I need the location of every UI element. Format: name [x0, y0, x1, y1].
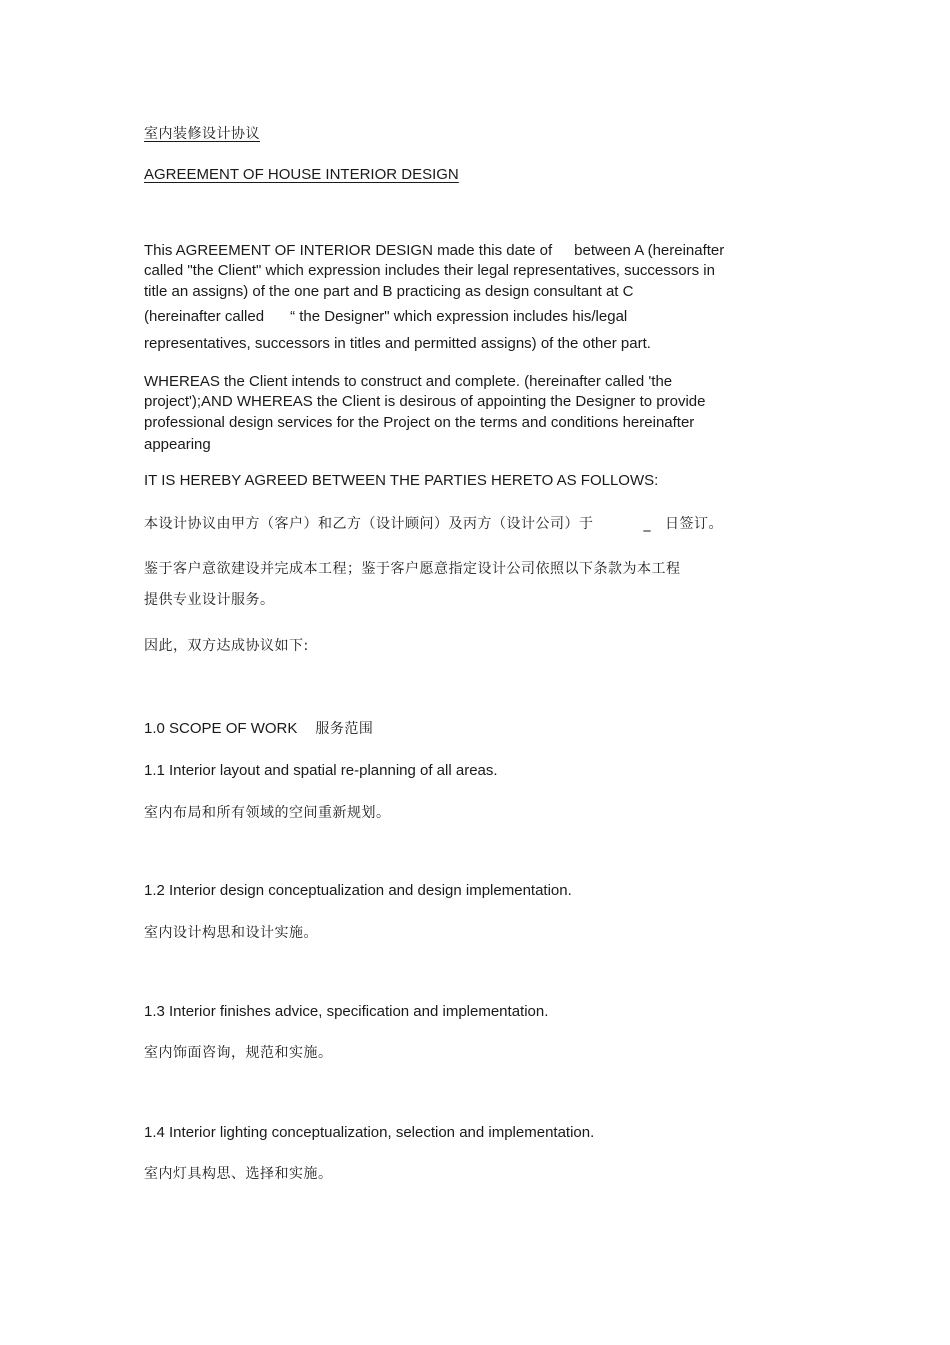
cn-whereas-line-2: 提供专业设计服务。: [144, 592, 275, 608]
scope-item-1-en: 1.1 Interior layout and spatial re-planning of all areas.: [144, 762, 498, 779]
intro-line-1a: This AGREEMENT OF INTERIOR DESIGN made this date of: [144, 242, 553, 259]
cn-intro-line: [144, 514, 723, 535]
intro-line-1: [144, 240, 724, 261]
intro-line-4b: “ the Designer" which expression includes his/legal: [290, 308, 628, 325]
cn-agreed-line: 因此，双方达成协议如下:: [144, 638, 309, 654]
scope-item-4-en: 1.4 Interior lighting conceptualization, selection and implementation.: [144, 1124, 595, 1141]
scope-heading-cn: 服务范围: [315, 721, 374, 737]
cn-whereas-line-1: 鉴于客户意欲建设并完成本工程；鉴于客户愿意指定设计公司依照以下条款为本工程: [144, 561, 681, 577]
cn-intro-a: 本设计协议由甲方（客户）和乙方（设计顾问）及丙方（设计公司）于: [144, 516, 594, 532]
whereas-line-3: professional design services for the Project on the terms and conditions hereinafter: [144, 414, 695, 431]
scope-heading-en: 1.0 SCOPE OF WORK: [144, 720, 298, 737]
intro-line-4: [144, 306, 627, 327]
agreed-heading: IT IS HEREBY AGREED BETWEEN THE PARTIES HERETO AS FOLLOWS:: [144, 472, 659, 489]
intro-line-5: representatives, successors in titles and permitted assigns) of the other part.: [144, 335, 651, 352]
intro-line-1b: between A (hereinafter: [574, 242, 725, 259]
title-english: AGREEMENT OF HOUSE INTERIOR DESIGN: [144, 166, 459, 183]
intro-line-3: title an assigns) of the one part and B practicing as design consultant at C: [144, 283, 634, 300]
scope-item-2-cn: 室内设计构思和设计实施。: [144, 925, 318, 941]
intro-line-2: called "the Client" which expression includes their legal representatives, successors in: [144, 262, 715, 279]
whereas-line-1: WHEREAS the Client intends to construct and complete. (hereinafter called 'the: [144, 373, 673, 390]
scope-item-1-cn: 室内布局和所有领域的空间重新规划。: [144, 805, 391, 821]
scope-item-3-cn: 室内饰面咨询，规范和实施。: [144, 1045, 333, 1061]
scope-item-2-en: 1.2 Interior design conceptualization and design implementation.: [144, 882, 572, 899]
title-chinese: 室内装修设计协议: [144, 126, 260, 142]
whereas-line-2: project');AND WHEREAS the Client is desirous of appointing the Designer to provide: [144, 393, 706, 410]
scope-item-4-cn: 室内灯具构思、选择和实施。: [144, 1166, 333, 1182]
scope-item-3-en: 1.3 Interior finishes advice, specification and implementation.: [144, 1003, 549, 1020]
intro-line-4a: (hereinafter called: [144, 308, 265, 325]
whereas-line-4: appearing: [144, 436, 211, 453]
cn-intro-c: 日签订。: [665, 516, 723, 532]
cn-intro-blank: _: [643, 516, 651, 532]
scope-heading: [144, 718, 373, 740]
